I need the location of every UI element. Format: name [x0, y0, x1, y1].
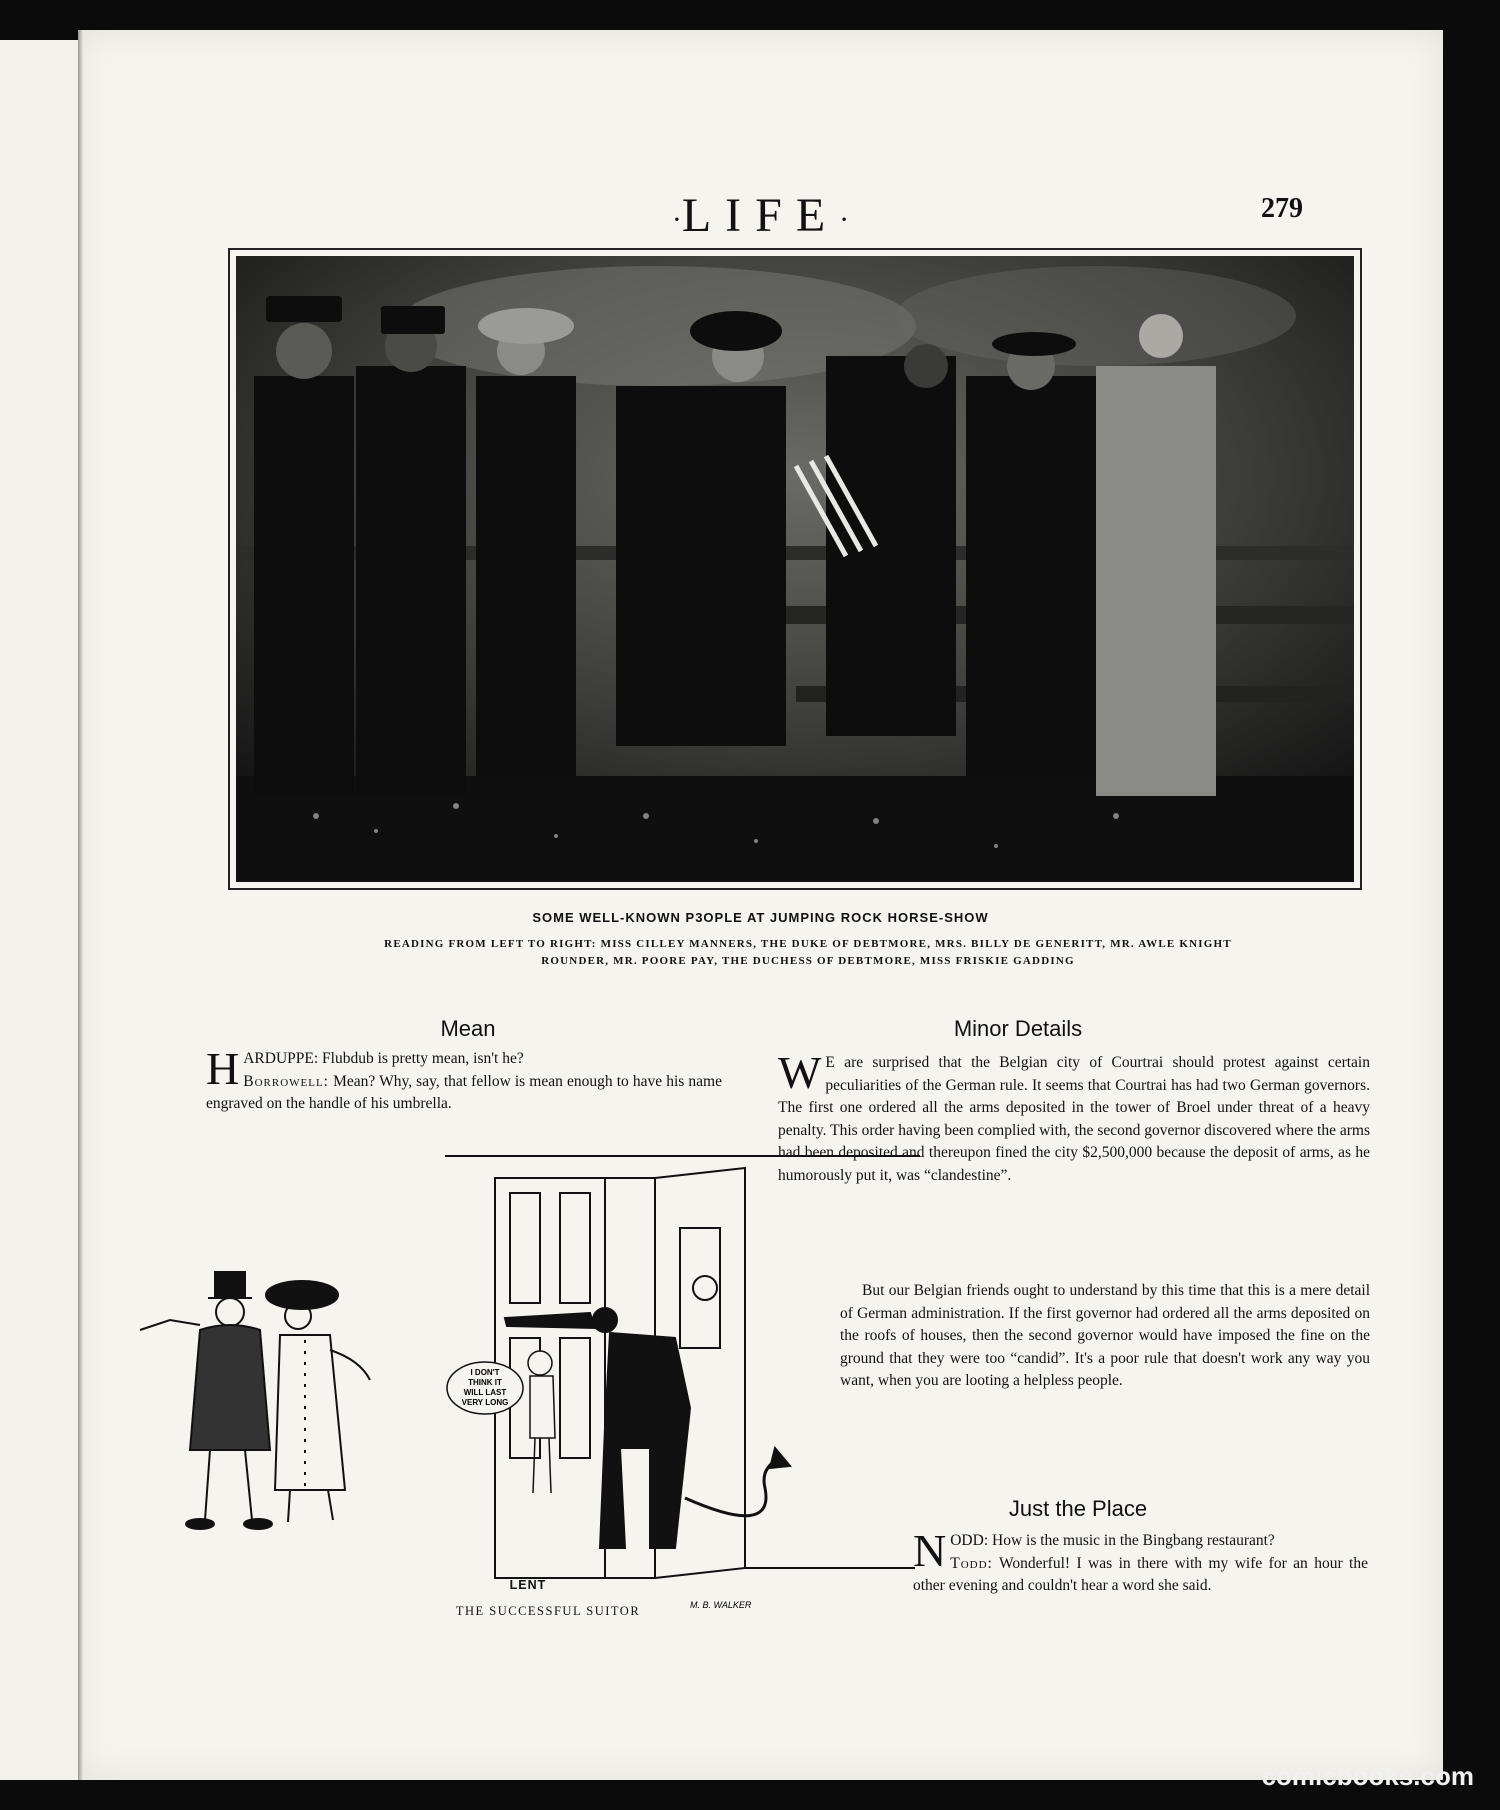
page-number: 279 [1261, 193, 1303, 224]
just-the-place-speaker-1: ODD: [950, 1532, 989, 1549]
speech-bubble [447, 1362, 523, 1414]
photo-caption-title: SOME WELL-KNOWN P3OPLE AT JUMPING ROCK HORSE-SHOW [532, 910, 989, 925]
mean-line-2: Mean? Why, say, that fellow is mean enough to have his name engraved on the handle of his umbrella. [206, 1072, 722, 1112]
magazine-page [78, 30, 1443, 1780]
bubble-line-2: THINK IT [468, 1378, 502, 1387]
just-the-place-line-2: Wonderful! I was in there with my wife for an hour the other evening and couldn't hear a word she said. [913, 1554, 1368, 1594]
mean-line-1: Flubdub is pretty mean, isn't he? [318, 1050, 524, 1067]
masthead-title: LIFE [681, 189, 840, 242]
bubble-line-1: I DON'T [470, 1368, 500, 1377]
photo-caption-description: READING FROM LEFT TO RIGHT: MISS CILLEY MANNERS, THE DUKE OF DEBTMORE, MRS. BILLY DE GENERITT, MR. AWLE KNIGHT ROUNDER, MR. POORE PAY, THE DUCHESS OF DEBTMORE, MISS FRISKIE GADDING [384, 938, 1232, 967]
minor-details-para-1: are surprised that the Belgian city of Courtrai should protest against certain peculiarities of the German rule. It seems that Courtrai has had two German governors. The first one ordered all the arms deposited in the tower of Broel under threat of a heavy penalty. This order having been complied with, the second governor discovered where the arms had been deposited and thereupon fined the city $2,500,000 because the deposit of arms, as he humorously put it, was “clandestine”. [778, 1054, 1370, 1184]
dropcap-mean: H [206, 1043, 240, 1094]
cartoon-subtitle: THE SUCCESSFUL SUITOR [455, 1604, 641, 1618]
couple-illustration [130, 1250, 390, 1540]
headline-mean: Mean [440, 1016, 496, 1041]
headline-just-the-place: Just the Place [1008, 1496, 1148, 1521]
just-the-place-line-1: How is the music in the Bingbang restaurant? [988, 1532, 1275, 1549]
page-gutter [78, 30, 84, 1780]
mean-speaker-2: Borrowell: [243, 1072, 329, 1090]
photo-frame [228, 248, 1362, 890]
article-mean [206, 1043, 722, 1116]
cartoon-title: LENT [509, 1578, 547, 1592]
minor-details-first-word: E [825, 1054, 835, 1071]
dropcap-just-the-place: N [913, 1525, 947, 1576]
horse-show-photo [236, 256, 1354, 882]
photo-illustration [236, 256, 1354, 882]
mean-speaker-1: ARDUPPE: [243, 1050, 319, 1067]
just-the-place-speaker-2: Todd: [950, 1554, 993, 1572]
adjacent-page-edge [0, 40, 81, 1780]
article-just-the-place [913, 1525, 1368, 1598]
lent-cartoon [445, 1148, 920, 1618]
masthead: ·LIFE· [671, 189, 850, 242]
headline-minor-details: Minor Details [953, 1016, 1083, 1041]
minor-details-para-2: But our Belgian friends ought to understand by this time that this is a mere detail of German administration. If the first governor had ordered all the arms deposited on the roofs of houses, then the second governor would have imposed the fine on the ground that they were too “candid”. It's a poor rule that doesn't work any way you want, when you are looting a helpless people. [840, 1282, 1370, 1389]
cartoon-signature: M. B. WALKER [690, 1600, 752, 1610]
bubble-line-3: WILL LAST [463, 1388, 507, 1397]
watermark: comicbooks.com [1261, 1761, 1474, 1791]
bubble-line-4: VERY LONG [461, 1398, 509, 1407]
dropcap-minor-details: W [778, 1047, 822, 1098]
